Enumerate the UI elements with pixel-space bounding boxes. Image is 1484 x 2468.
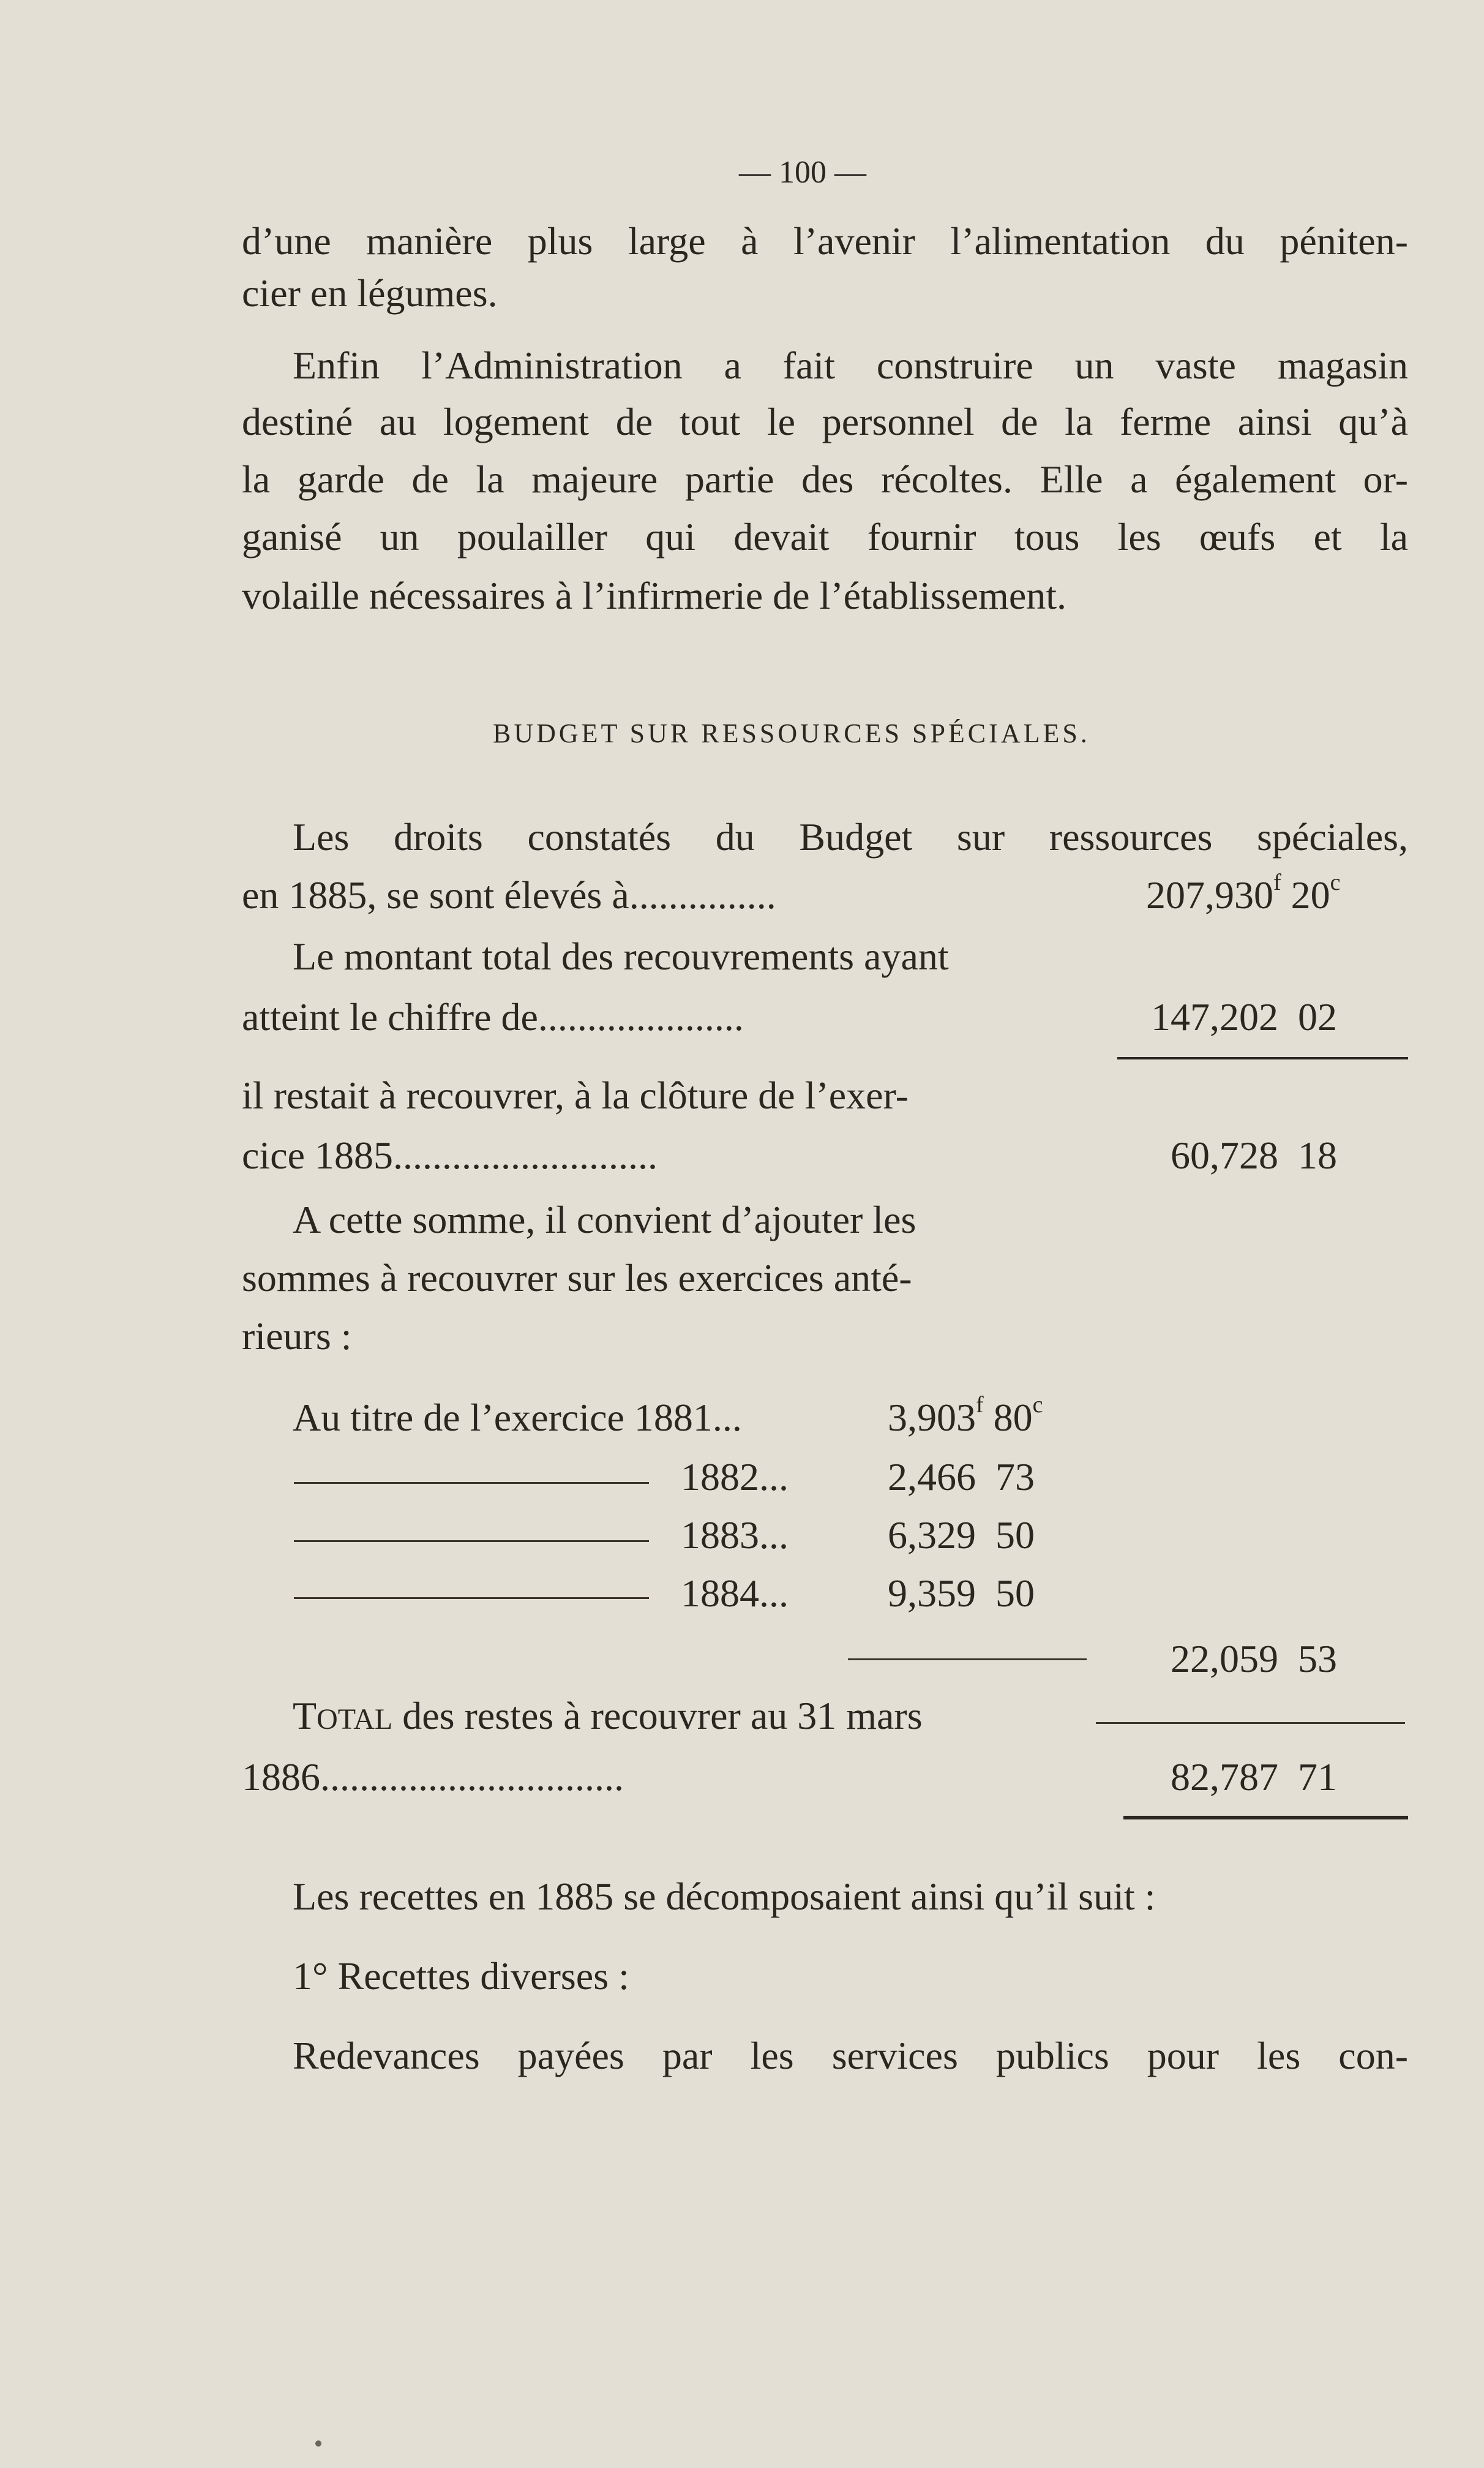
- amount-cents: 20: [1291, 873, 1330, 917]
- amount: [1151, 995, 1337, 1040]
- budget-line: Le montant total des recouvrements ayant: [293, 935, 949, 978]
- amount-value: 207,930: [1146, 873, 1273, 917]
- amount: [1146, 870, 1341, 918]
- paragraph-line: cier en légumes.: [242, 271, 498, 315]
- amount-value: 2,466: [888, 1455, 976, 1499]
- subtotal-rule: [848, 1658, 1087, 1660]
- exercise-label: Au titre de l’exercice 1881...: [293, 1396, 742, 1439]
- budget-line: il restait à recouvrer, à la clôture de l’exer-: [242, 1074, 909, 1117]
- amount-cents: 80: [993, 1396, 1033, 1439]
- amount-cents: 50: [995, 1571, 1035, 1615]
- amount-value: 9,359: [888, 1571, 976, 1615]
- paragraph-line: volaille nécessaires à l’infirmerie de l’établissement.: [242, 574, 1066, 617]
- unit-franc: f: [976, 1392, 984, 1418]
- amount: [1171, 1133, 1337, 1178]
- paragraph-line: ganisé un poulailler qui devait fournir tous les œufs et la: [242, 515, 1408, 559]
- paragraph-line: la garde de la majeure partie des récoltes. Elle a également or-: [242, 457, 1408, 501]
- amount-value: 22,059: [1171, 1637, 1278, 1680]
- budget-line: rieurs :: [242, 1314, 352, 1358]
- total-line: 1886...............................: [242, 1755, 624, 1799]
- recettes-line: Les recettes en 1885 se décomposaient ainsi qu’il suit :: [293, 1875, 1156, 1918]
- budget-line: sommes à recouvrer sur les exercices anté-: [242, 1256, 912, 1300]
- amount-cents: 02: [1298, 995, 1337, 1039]
- exercise-label: 1882...: [681, 1455, 789, 1499]
- total-double-rule: [1123, 1816, 1408, 1819]
- budget-line: en 1885, se sont élevés à...............: [242, 873, 776, 917]
- exercise-label: 1883...: [681, 1513, 789, 1557]
- exercise-amount: [888, 1392, 1043, 1440]
- total-label: [293, 1693, 923, 1739]
- recettes-line: Redevances payées par les services publics pour les con-: [293, 2034, 1408, 2077]
- unit-centime: c: [1330, 870, 1341, 895]
- total-label-rest: OTAL: [317, 1703, 393, 1736]
- amount-value: 60,728: [1171, 1134, 1278, 1177]
- budget-line: cice 1885...........................: [242, 1134, 658, 1177]
- amount-cents: 53: [1298, 1637, 1337, 1680]
- ditto-rule: [294, 1597, 649, 1599]
- ditto-rule: [294, 1540, 649, 1542]
- exercise-amount: [888, 1513, 1035, 1558]
- unit-centime: c: [1032, 1392, 1043, 1418]
- ink-speck: [315, 2440, 321, 2447]
- paragraph-line: d’une manière plus large à l’avenir l’alimentation du péniten-: [242, 219, 1408, 263]
- sum-rule: [1117, 1057, 1408, 1059]
- recettes-line: 1° Recettes diverses :: [293, 1954, 629, 1998]
- unit-franc: f: [1273, 870, 1281, 895]
- ditto-rule: [294, 1482, 649, 1484]
- paragraph-line: Enfin l’Administration a fait construire un vaste magasin: [293, 344, 1408, 387]
- total-rule: [1096, 1722, 1405, 1724]
- paragraph-line: destiné au logement de tout le personnel de la ferme ainsi qu’à: [242, 400, 1408, 443]
- amount-cents: 50: [995, 1513, 1035, 1557]
- exercise-label: 1884...: [681, 1571, 789, 1615]
- amount-value: 6,329: [888, 1513, 976, 1557]
- amount-value: 82,787: [1171, 1755, 1278, 1799]
- total-label-text: des restes à recouvrer au 31 mars: [402, 1694, 923, 1737]
- amount-value: 147,202: [1151, 995, 1278, 1039]
- amount-cents: 18: [1298, 1134, 1337, 1177]
- budget-line: Les droits constatés du Budget sur ressources spéciales,: [293, 815, 1408, 859]
- amount-cents: 71: [1298, 1755, 1337, 1799]
- budget-line: A cette somme, il convient d’ajouter les: [293, 1198, 916, 1241]
- exercise-amount: [888, 1571, 1035, 1616]
- budget-line: atteint le chiffre de.....................: [242, 995, 744, 1039]
- exercise-amount: [888, 1454, 1035, 1500]
- total-amount: [1171, 1755, 1337, 1800]
- amount-cents: 73: [995, 1455, 1035, 1499]
- total-label-cap: T: [293, 1694, 317, 1737]
- section-heading: BUDGET SUR RESSOURCES SPÉCIALES.: [493, 718, 1090, 748]
- page-number: — 100 —: [739, 155, 866, 190]
- subtotal-amount: [1171, 1636, 1337, 1682]
- amount-value: 3,903: [888, 1396, 976, 1439]
